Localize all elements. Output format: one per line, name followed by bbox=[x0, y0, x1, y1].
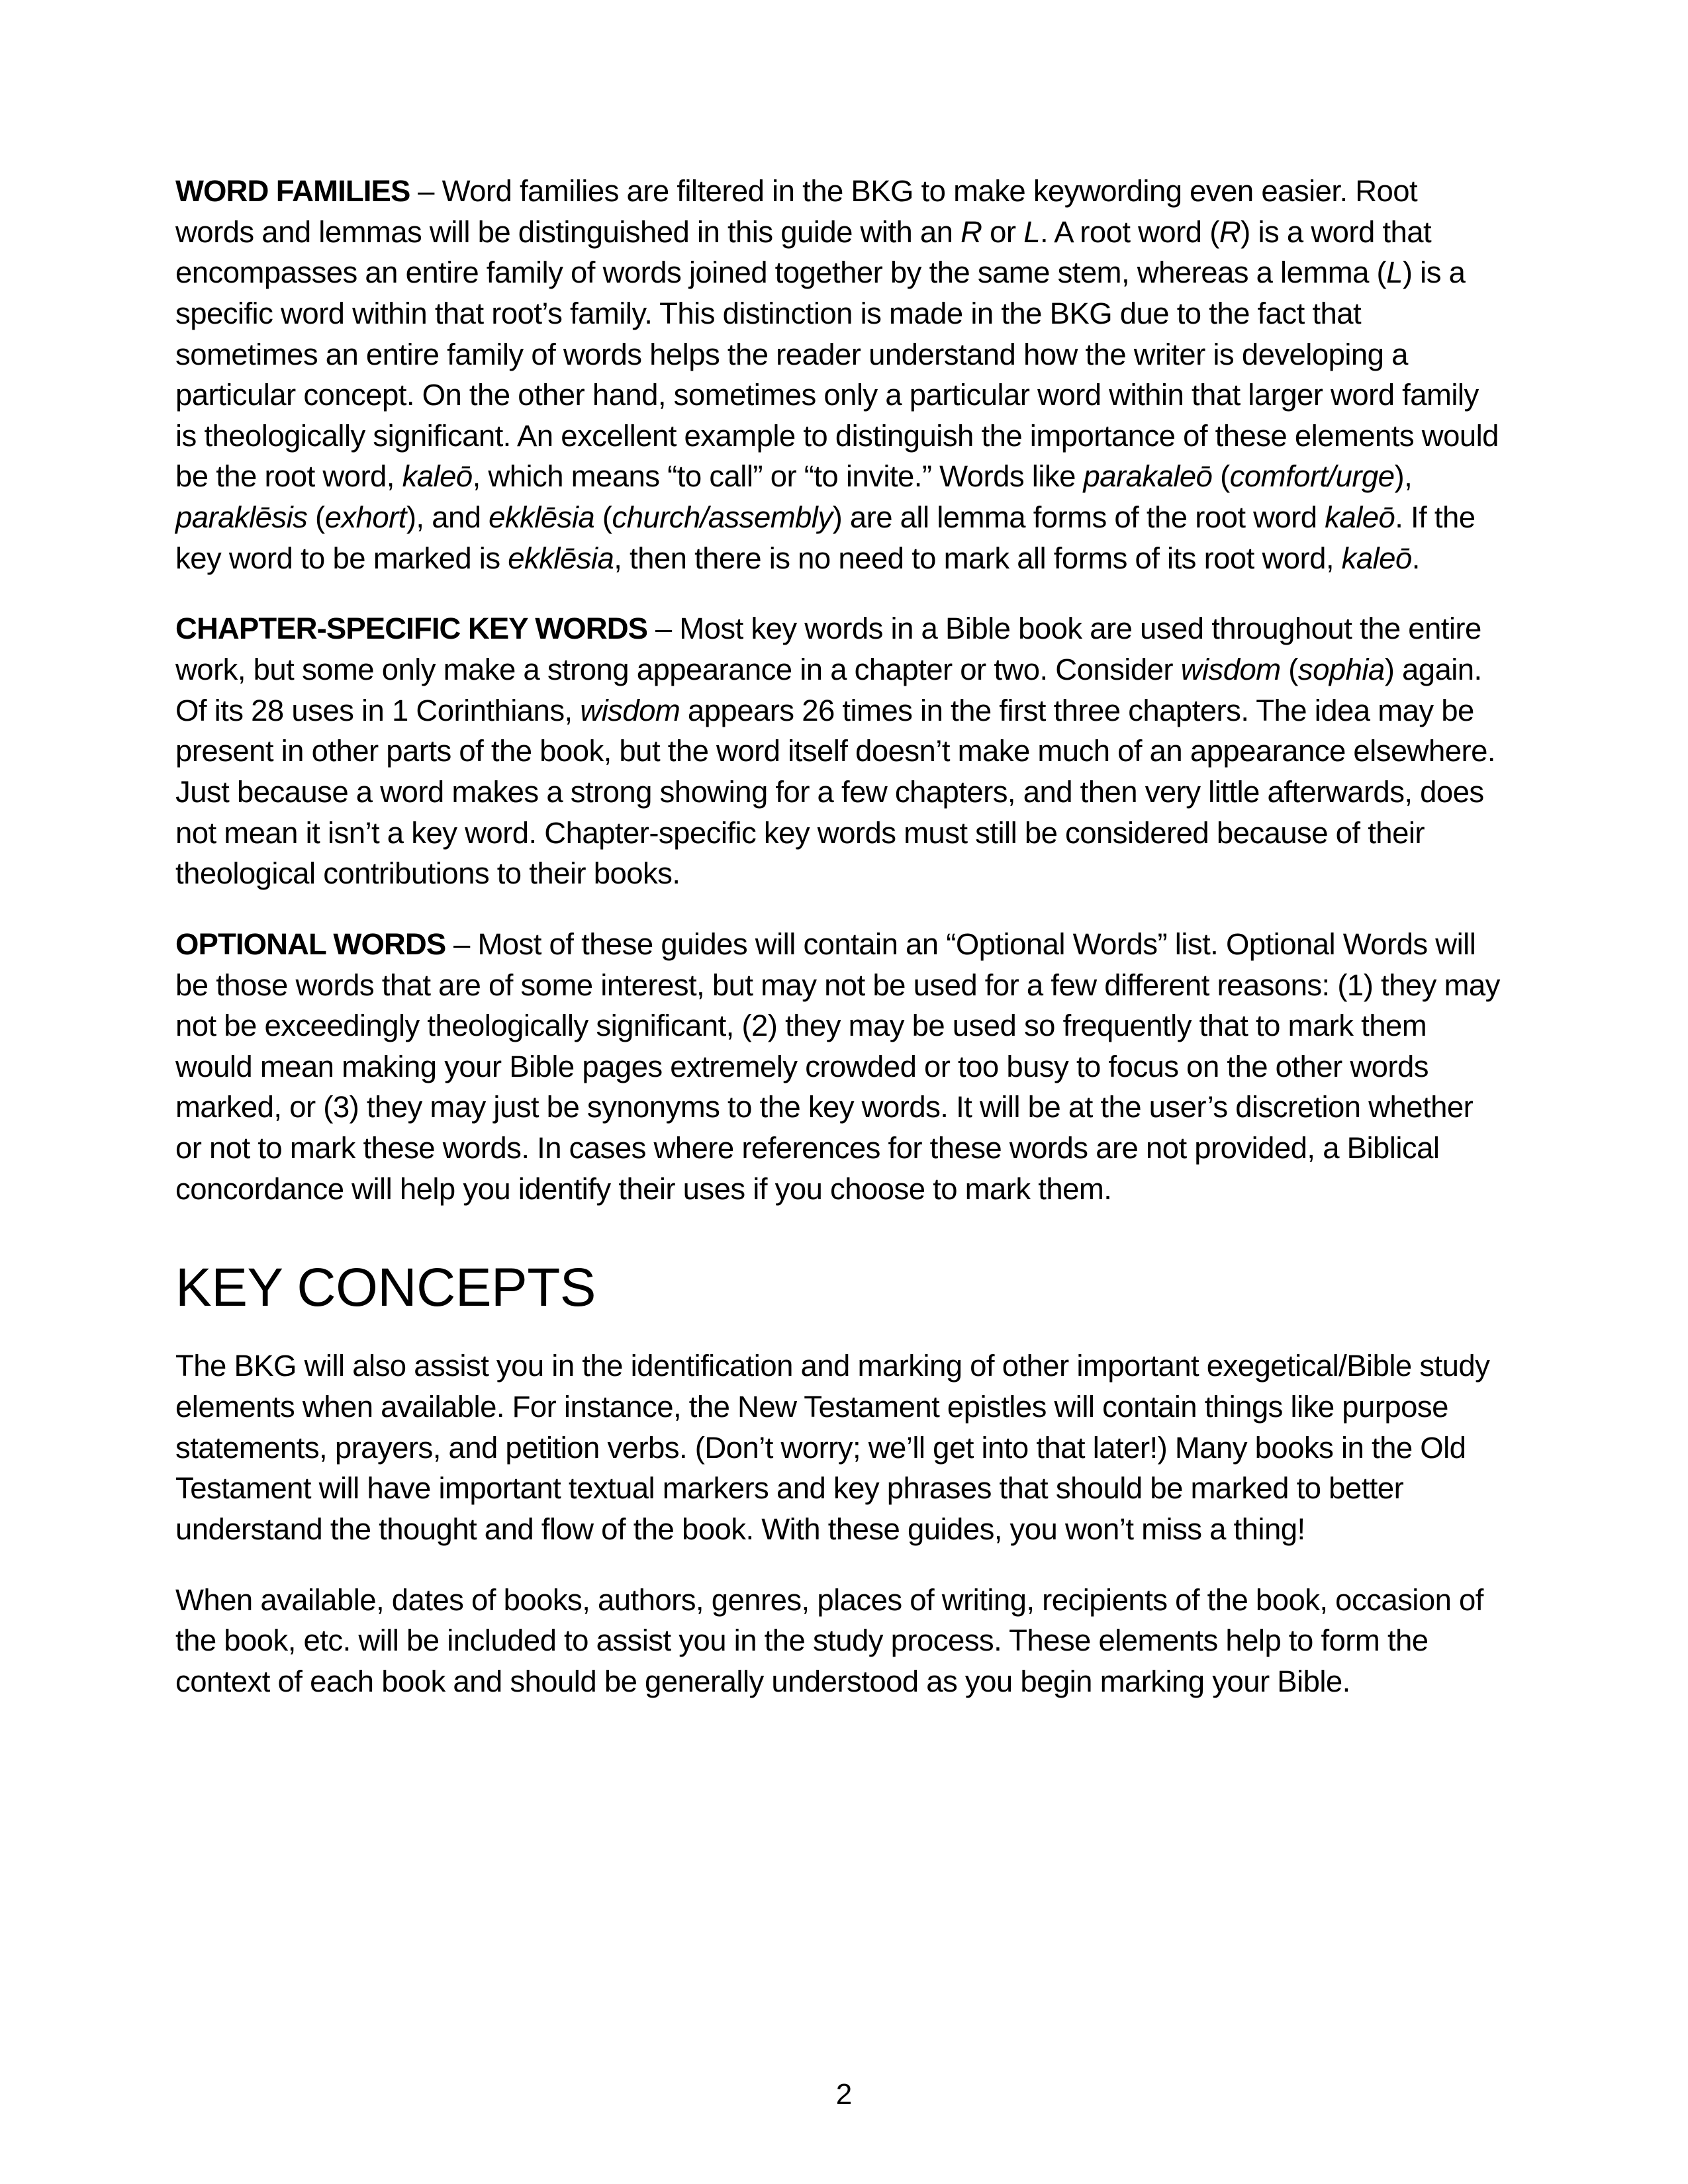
body-text: or bbox=[982, 214, 1024, 249]
emphasis-text: wisdom bbox=[580, 693, 680, 727]
page-number: 2 bbox=[835, 2078, 853, 2111]
body-text: ), and bbox=[406, 500, 489, 535]
body-text: . If the key word to be marked is bbox=[175, 500, 1476, 575]
body-runs-optional-words bbox=[175, 927, 1500, 1206]
emphasis-text: ekklēsia bbox=[489, 500, 595, 535]
body-text: ) are all lemma forms of the root word bbox=[832, 500, 1325, 535]
emphasis-text: R bbox=[1219, 214, 1241, 249]
emphasis-text: comfort/urge bbox=[1229, 459, 1395, 494]
emphasis-text: L bbox=[1023, 214, 1040, 249]
body-text: appears 26 times in the first three chapters. The idea may be present in other parts of the book, but the word itself doesn’t make much of an appearance elsewhere. Just because a word makes a strong showing for a few chapters, and then very little afterwards, does not mean it isn’t a key word. Chapter-specific key words must still be considered because of their theological contributions to their books. bbox=[175, 693, 1495, 891]
section-heading-key-concepts: KEY CONCEPTS bbox=[175, 1257, 596, 1318]
emphasis-text: church/assembly bbox=[612, 500, 833, 535]
lead-dash-optional-words: – bbox=[445, 927, 478, 961]
emphasis-text: R bbox=[961, 214, 982, 249]
lead-label-optional-words: OPTIONAL WORDS bbox=[175, 927, 446, 961]
body-text: ( bbox=[594, 500, 612, 535]
body-text: ), bbox=[1394, 459, 1413, 494]
body-text: Most of these guides will contain an “Optional Words” list. Optional Words will be those words that are of some interest, but may not be used for a few different reasons: (1) they may not be exceedingly theologically significant, (2) they may be used so frequently that to mark them would mean making your Bible pages extremely crowded or too busy to focus on the other words marked, or (3) they may just be synonyms to the key words. It will be at the user’s discretion whether or not to mark these words. In cases where references for these words are not provided, a Biblical concordance will help you identify their uses if you choose to mark them. bbox=[175, 927, 1500, 1206]
body-text: ( bbox=[307, 500, 325, 535]
emphasis-text: paraklēsis bbox=[175, 500, 308, 535]
paragraph-key-concepts-2: When available, dates of books, authors, genres, places of writing, recipients of the book, occasion of the book, etc. will be included to assist you in the study process. These elements help to form the context of each book and should be generally understood as you begin marking your Bible. bbox=[175, 1582, 1483, 1698]
paragraph-optional-words bbox=[175, 924, 1503, 1209]
body-text: , then there is no need to mark all forms of its root word, bbox=[614, 541, 1342, 575]
lead-dash-chapter-specific-key-words: – bbox=[647, 612, 680, 646]
body-runs-chapter-specific-key-words bbox=[175, 612, 1495, 890]
emphasis-text: wisdom bbox=[1180, 653, 1281, 687]
body-text: . A root word ( bbox=[1039, 214, 1219, 249]
body-text: ) is a word that encompasses an entire family of words joined together by the same stem, whereas a lemma ( bbox=[175, 214, 1432, 290]
paragraph-chapter-specific-key-words bbox=[175, 608, 1503, 893]
body-text: ) again. Of its 28 uses in 1 Corinthians, bbox=[175, 653, 1482, 727]
emphasis-text: L bbox=[1386, 255, 1403, 290]
emphasis-text: kaleō bbox=[402, 459, 473, 494]
lead-label-word-families: WORD FAMILIES bbox=[175, 174, 410, 208]
page-content bbox=[175, 171, 1503, 1702]
body-text: . bbox=[1411, 541, 1420, 575]
emphasis-text: kaleō bbox=[1341, 541, 1412, 575]
body-text: Most key words in a Bible book are used throughout the entire work, but some only make a strong appearance in a chapter or two. Consider bbox=[175, 612, 1481, 687]
emphasis-text: parakaleō bbox=[1083, 459, 1213, 494]
emphasis-text: exhort bbox=[324, 500, 406, 535]
body-text: , which means “to call” or “to invite.” Words like bbox=[472, 459, 1084, 494]
body-runs-word-families bbox=[175, 174, 1499, 575]
emphasis-text: kaleō bbox=[1325, 500, 1395, 535]
lead-dash-word-families: – bbox=[410, 174, 442, 208]
paragraph-key-concepts-1: The BKG will also assist you in the identification and marking of other important exegetical/Bible study elements when available. For instance, the New Testament epistles will contain things like purpose statements, prayers, and petition verbs. (Don’t worry; we’ll get into that later!) Many books in the Old Testament will have important textual markers and key phrases that should be marked to better understand the thought and flow of the book. With these guides, you won’t miss a thing! bbox=[175, 1349, 1490, 1547]
emphasis-text: sophia bbox=[1297, 653, 1385, 687]
body-text: ( bbox=[1280, 653, 1298, 687]
lead-label-chapter-specific-key-words: CHAPTER-SPECIFIC KEY WORDS bbox=[175, 612, 648, 646]
emphasis-text: ekklēsia bbox=[508, 541, 614, 575]
body-text: ) is a specific word within that root’s family. This distinction is made in the BKG due to the fact that sometimes an entire family of words helps the reader understand how the writer is developing a particular concept. On the other hand, sometimes only a particular word within that larger word family is theologically significant. An excellent example to distinguish the importance of these elements would be the root word, bbox=[175, 255, 1499, 494]
paragraph-word-families bbox=[175, 171, 1503, 578]
body-text: Word families are filtered in the BKG to make keywording even easier. Root words and lemmas will be distinguished in this guide with an bbox=[175, 174, 1418, 249]
body-text: ( bbox=[1212, 459, 1230, 494]
